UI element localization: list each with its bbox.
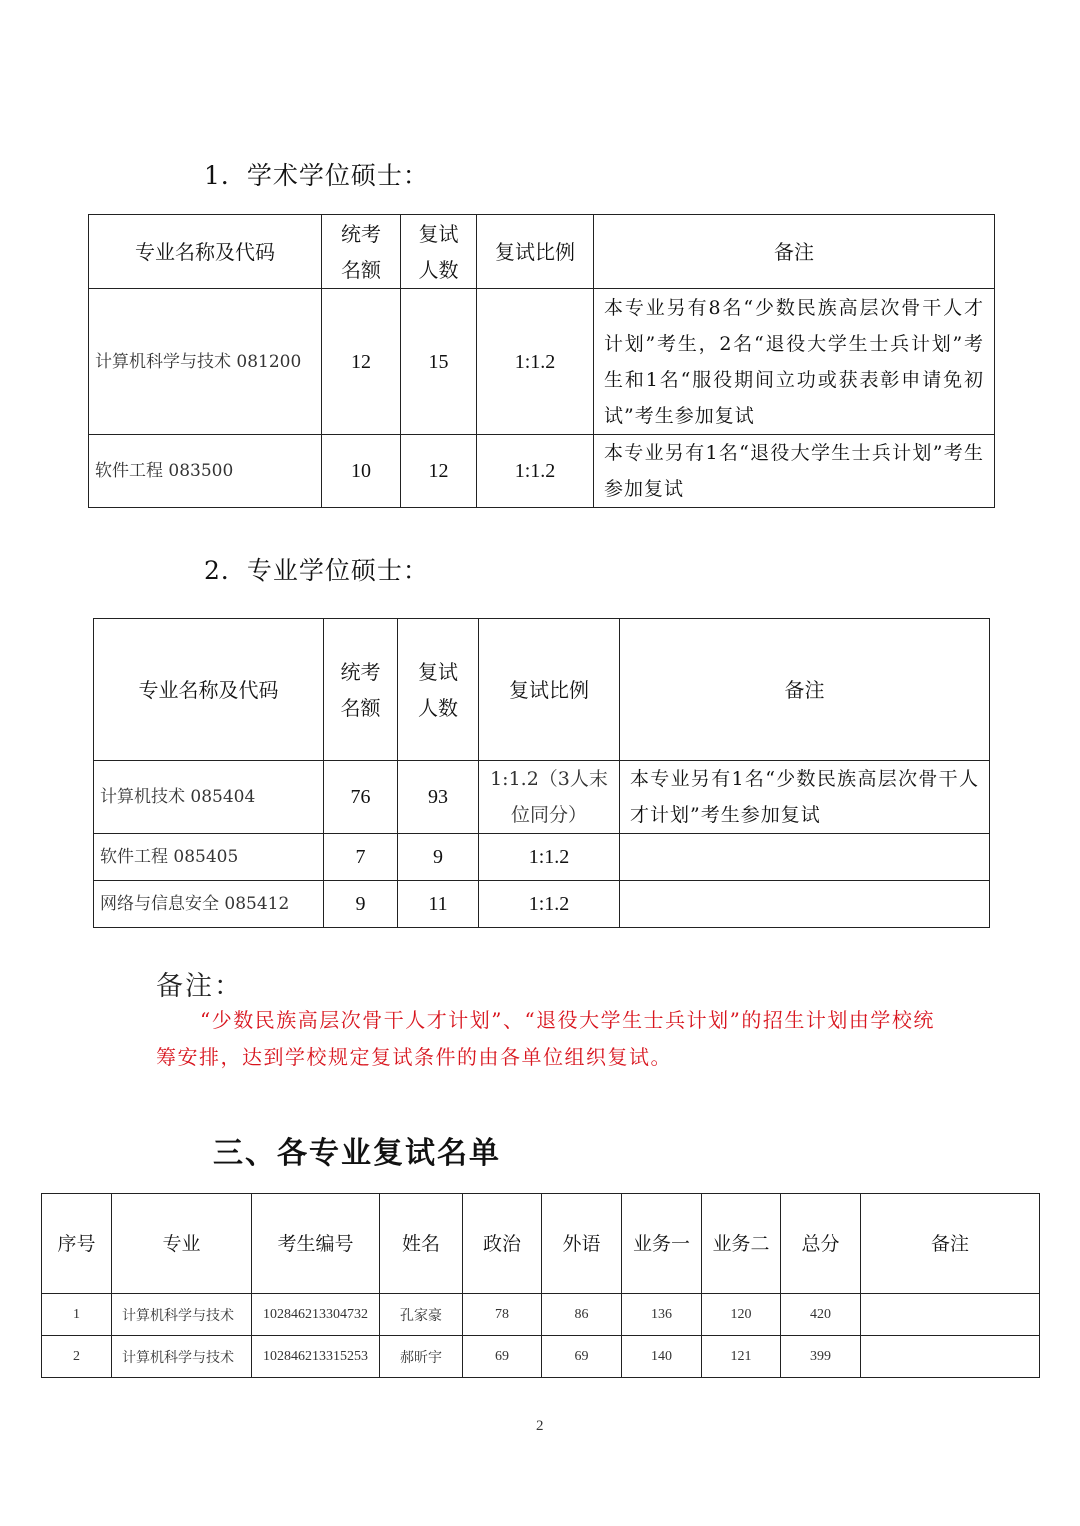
major-name: 软件工程 083500 (89, 435, 322, 508)
header-foreign: 外语 (542, 1194, 622, 1294)
exam-no-value: 102846213304732 (252, 1294, 380, 1336)
quota-value: 76 (324, 761, 398, 834)
header-quota: 统考 名额 (322, 215, 401, 289)
table-header-row (94, 619, 990, 761)
quota-value: 7 (324, 834, 398, 881)
retest-value: 12 (401, 435, 477, 508)
header-major: 专业 (112, 1194, 252, 1294)
quota-value: 9 (324, 881, 398, 928)
table-row (42, 1336, 1040, 1378)
header-name: 专业名称及代码 (89, 215, 322, 289)
table-row (94, 761, 990, 834)
retest-value: 15 (401, 289, 477, 435)
note-value (861, 1294, 1040, 1336)
major-name: 计算机科学与技术 081200 (89, 289, 322, 435)
academic-heading: 1．学术学位硕士： (204, 161, 429, 190)
major-value: 计算机科学与技术 (112, 1336, 252, 1378)
remarks-title: 备注： (156, 971, 243, 1002)
total-score: 399 (781, 1336, 861, 1378)
header-note: 备注 (620, 619, 990, 761)
table-header-row (89, 215, 995, 289)
note-text (620, 881, 990, 928)
seq-value: 2 (42, 1336, 112, 1378)
politics-score: 78 (463, 1294, 542, 1336)
header-ratio: 复试比例 (477, 215, 594, 289)
student-name: 郝昕宇 (380, 1336, 463, 1378)
foreign-score: 86 (542, 1294, 622, 1336)
header-quota: 统考 名额 (324, 619, 398, 761)
header-politics: 政治 (463, 1194, 542, 1294)
retest-value: 93 (398, 761, 479, 834)
header-subject1: 业务一 (622, 1194, 702, 1294)
header-name: 姓名 (380, 1194, 463, 1294)
subject1-score: 136 (622, 1294, 702, 1336)
page-number: 2 (536, 1418, 544, 1434)
professional-heading: 2．专业学位硕士： (204, 556, 429, 585)
foreign-score: 69 (542, 1336, 622, 1378)
ratio-value: 1:1.2 (477, 289, 594, 435)
note-text: 本专业另有8名“少数民族高层次骨干人才计划”考生，2名“退役大学生士兵计划”考生和1名“服役期间立功或获表彰申请免初试”考生参加复试 (594, 289, 995, 435)
header-total: 总分 (781, 1194, 861, 1294)
header-ratio: 复试比例 (479, 619, 620, 761)
header-seq: 序号 (42, 1194, 112, 1294)
major-name: 软件工程 085405 (94, 834, 324, 881)
retest-value: 9 (398, 834, 479, 881)
major-name: 网络与信息安全 085412 (94, 881, 324, 928)
quota-value: 10 (322, 435, 401, 508)
subject1-score: 140 (622, 1336, 702, 1378)
header-retest: 复试 人数 (398, 619, 479, 761)
note-value (861, 1336, 1040, 1378)
retest-value: 11 (398, 881, 479, 928)
retest-list-table (41, 1193, 1040, 1378)
ratio-value: 1:1.2 (479, 834, 620, 881)
subject2-score: 121 (702, 1336, 781, 1378)
table-row (42, 1294, 1040, 1336)
politics-score: 69 (463, 1336, 542, 1378)
academic-plan-table (88, 214, 995, 508)
remarks-body: “少数民族高层次骨干人才计划”、“退役大学生士兵计划”的招生计划由学校统筹安排，达到学校规定复试条件的由各单位组织复试。 (156, 1008, 935, 1069)
table-row (89, 289, 995, 435)
seq-value: 1 (42, 1294, 112, 1336)
student-name: 孔家豪 (380, 1294, 463, 1336)
note-text: 本专业另有1名“少数民族高层次骨干人才计划”考生参加复试 (620, 761, 990, 834)
header-name: 专业名称及代码 (94, 619, 324, 761)
table-header-row (42, 1194, 1040, 1294)
table-row (89, 435, 995, 508)
ratio-value: 1:1.2 (479, 881, 620, 928)
major-value: 计算机科学与技术 (112, 1294, 252, 1336)
header-note: 备注 (594, 215, 995, 289)
header-note: 备注 (861, 1194, 1040, 1294)
header-retest: 复试 人数 (401, 215, 477, 289)
header-subject2: 业务二 (702, 1194, 781, 1294)
ratio-value: 1:1.2 (477, 435, 594, 508)
header-exam-no: 考生编号 (252, 1194, 380, 1294)
exam-no-value: 102846213315253 (252, 1336, 380, 1378)
section3-title: 三、各专业复试名单 (213, 1136, 501, 1171)
total-score: 420 (781, 1294, 861, 1336)
table-row (94, 834, 990, 881)
table-row (94, 881, 990, 928)
major-name: 计算机技术 085404 (94, 761, 324, 834)
note-text: 本专业另有1名“退役大学生士兵计划”考生参加复试 (594, 435, 995, 508)
quota-value: 12 (322, 289, 401, 435)
professional-plan-table (93, 618, 990, 928)
note-text (620, 834, 990, 881)
subject2-score: 120 (702, 1294, 781, 1336)
ratio-value: 1:1.2（3人末位同分） (479, 761, 620, 834)
